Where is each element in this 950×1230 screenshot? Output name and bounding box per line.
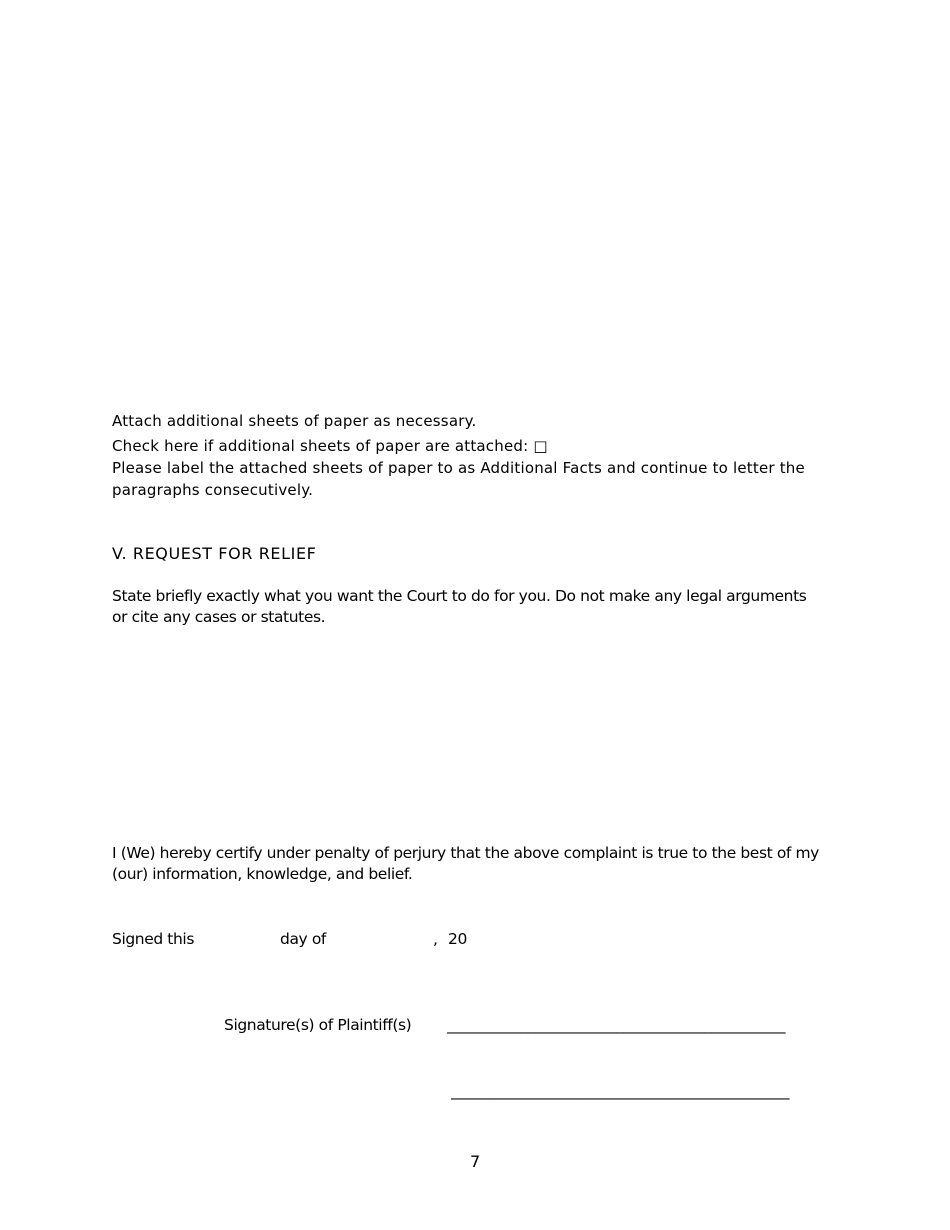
section-heading-request-for-relief: V. REQUEST FOR RELIEF — [112, 544, 317, 563]
label-sheets-instruction-line1: Please label the attached sheets of paper to as Additional Facts and continue to letter the — [112, 459, 805, 477]
attached-sheets-check-label: Check here if additional sheets of paper are attached: — [112, 437, 529, 455]
attached-sheets-checkbox[interactable]: □ — [533, 437, 548, 455]
relief-instruction-line2: or cite any cases or statutes. — [112, 608, 326, 626]
signature-label: Signature(s) of Plaintiff(s) — [224, 1016, 412, 1034]
relief-instruction-line1: State briefly exactly what you want the Court to do for you. Do not make any legal arguments — [112, 587, 807, 605]
label-sheets-instruction-line2: paragraphs consecutively. — [112, 481, 314, 499]
certification-line1: I (We) hereby certify under penalty of perjury that the above complaint is true to the best of my — [112, 844, 819, 862]
signed-this-label: Signed this — [112, 930, 194, 948]
attached-sheets-check-line — [112, 437, 548, 455]
signature-line-1: ______________________________________________ — [447, 1016, 786, 1034]
page-number: 7 — [470, 1152, 481, 1171]
day-of-label: day of — [280, 930, 326, 948]
date-comma: , — [433, 930, 438, 948]
attach-sheets-note: Attach additional sheets of paper as necessary. — [112, 412, 477, 430]
signature-line-2: ______________________________________________ — [451, 1082, 790, 1100]
year-prefix: 20 — [448, 930, 467, 948]
certification-line2: (our) information, knowledge, and belief. — [112, 865, 413, 883]
